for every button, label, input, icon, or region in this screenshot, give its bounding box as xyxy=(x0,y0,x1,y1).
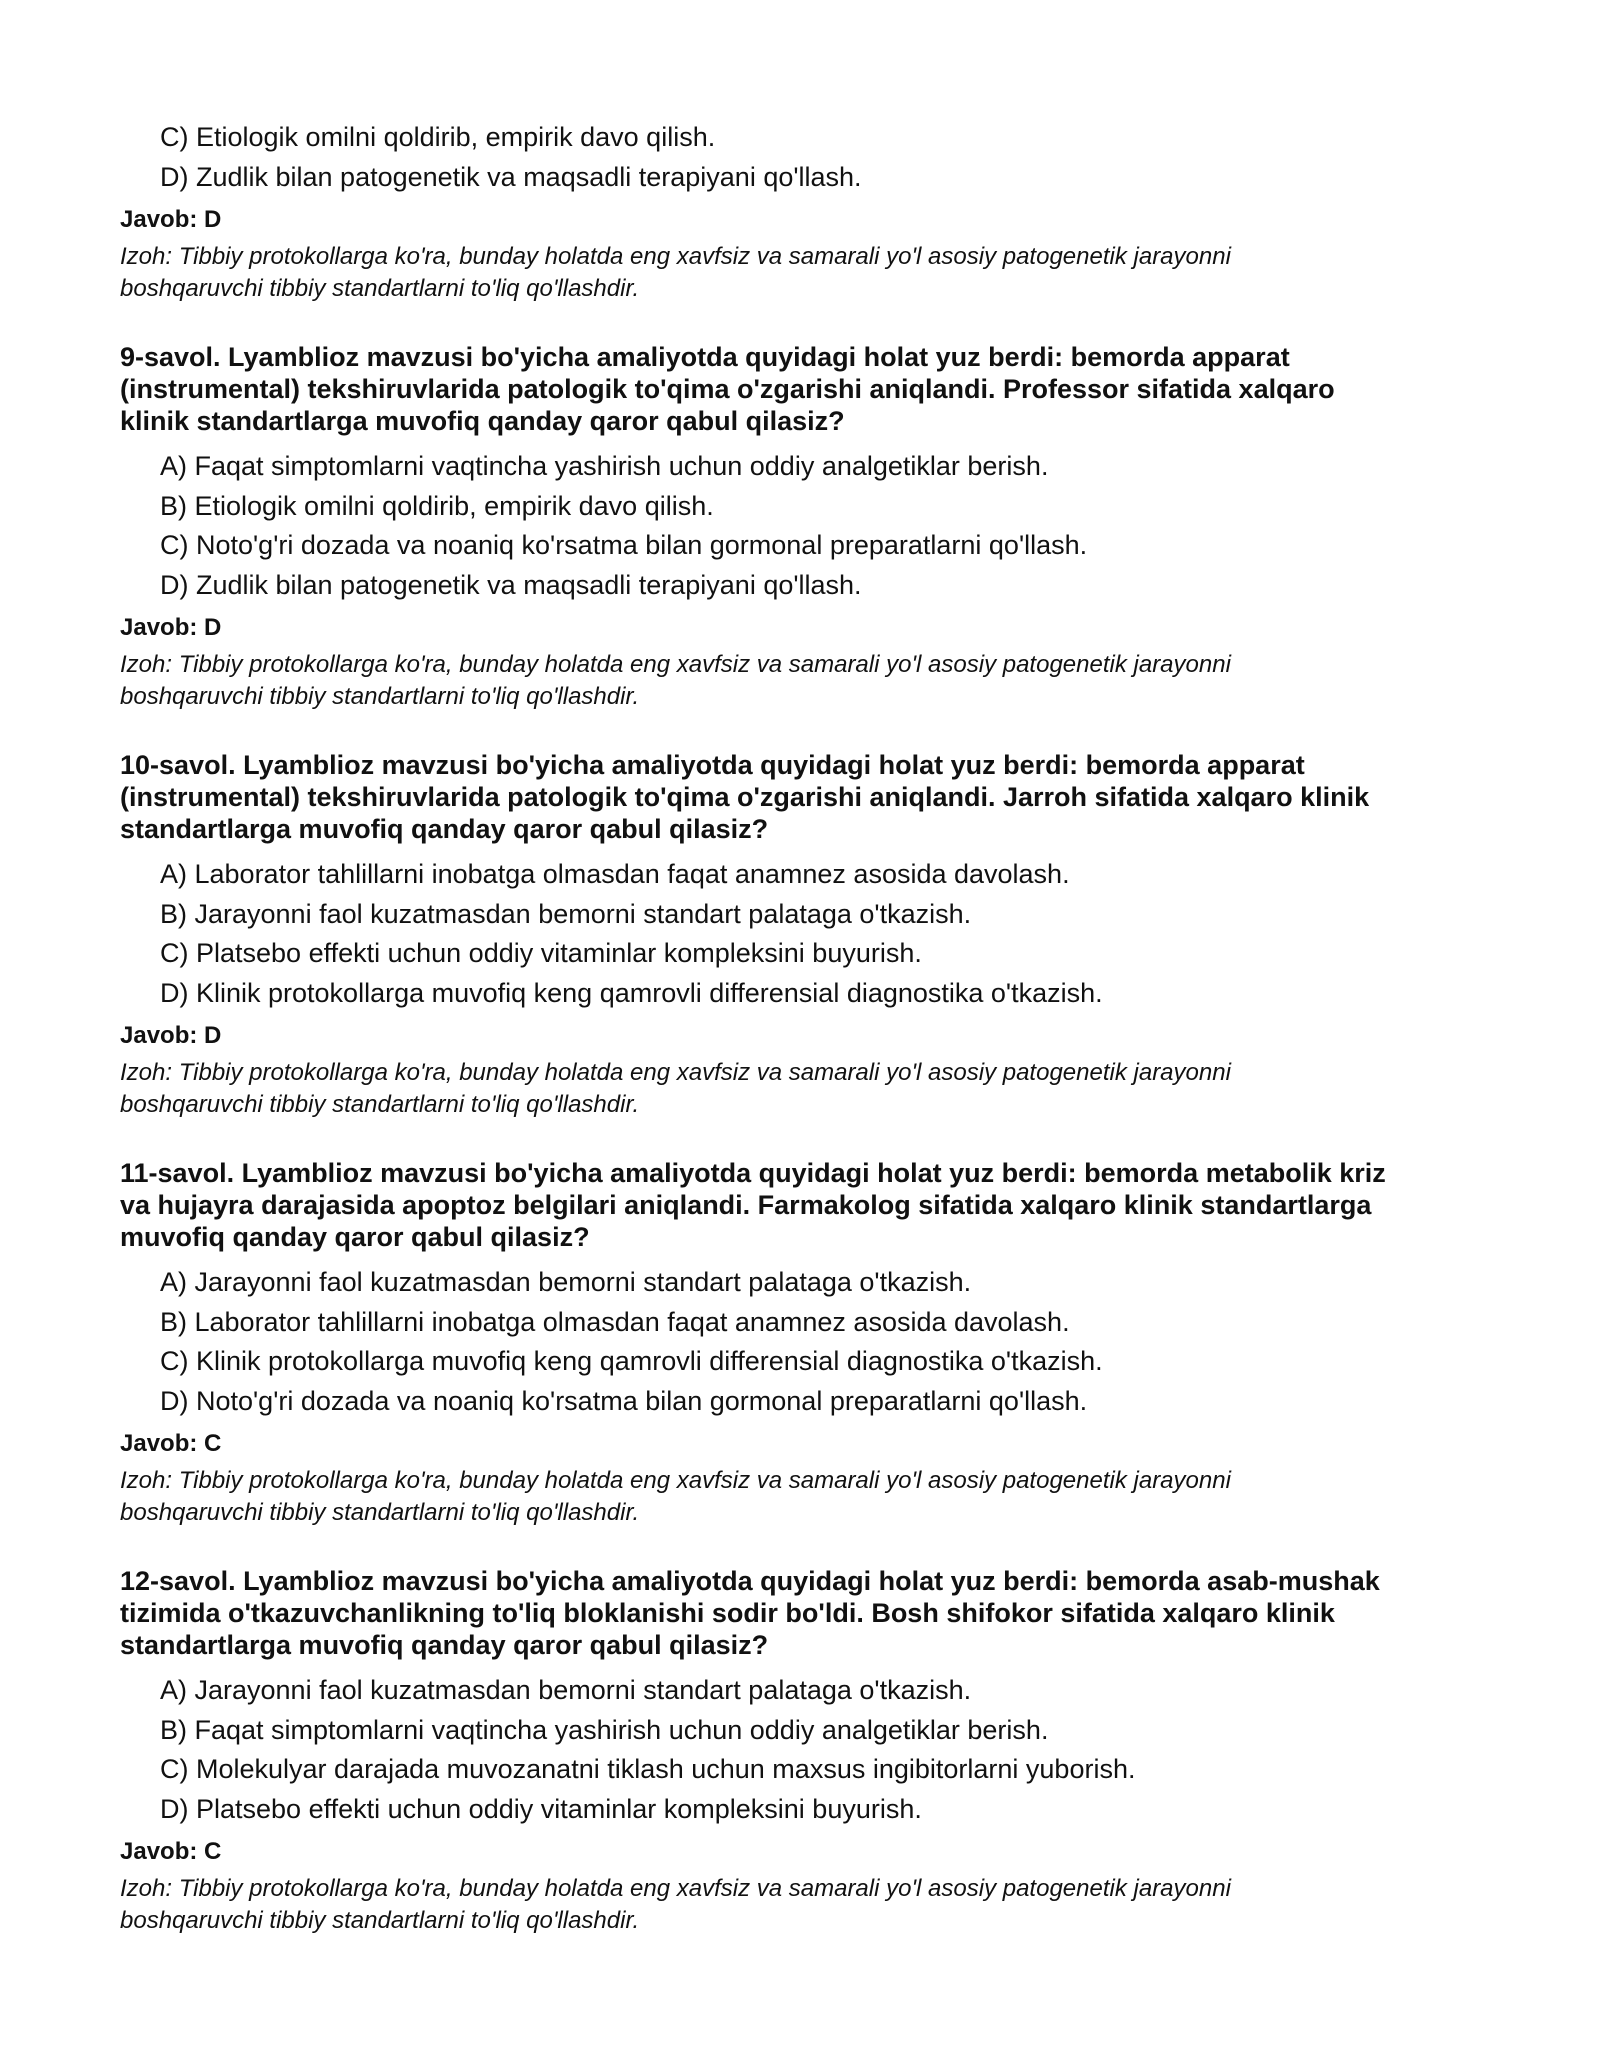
question-line: standartlarga muvofiq qanday qaror qabul qilasiz? xyxy=(120,1630,769,1660)
option-d: D) Zudlik bilan patogenetik va maqsadli terapiyani qo'llash. xyxy=(160,161,862,192)
explanation-line: boshqaruvchi tibbiy standartlarni to'liq qo'llashdir. xyxy=(120,1091,640,1118)
option-c: C) Etiologik omilni qoldirib, empirik davo qilish. xyxy=(160,122,716,152)
explanation-line: Izoh: Tibbiy protokollarga ko'ra, bunday holatda eng xavfsiz va samarali yo'l asosiy patogenetik jarayonni xyxy=(120,1059,1231,1086)
explanation-note xyxy=(120,1465,1500,1529)
option-a: A) Jarayonni faol kuzatmasdan bemorni standart palataga o'tkazish. xyxy=(160,1675,972,1705)
question-line: 12-savol. Lyamblioz mavzusi bo'yicha amaliyotda quyidagi holat yuz berdi: bemorda asab-mushak xyxy=(120,1566,1380,1596)
option-a: A) Faqat simptomlarni vaqtincha yashirish uchun oddiy analgetiklar berish. xyxy=(160,451,1049,481)
options-list xyxy=(120,447,1500,605)
answer-label: Javob: C xyxy=(120,1430,222,1457)
explanation-line: Izoh: Tibbiy protokollarga ko'ra, bunday holatda eng xavfsiz va samarali yo'l asosiy patogenetik jarayonni xyxy=(120,1875,1231,1902)
question-line: tizimida o'tkazuvchanlikning to'liq bloklanishi sodir bo'ldi. Bosh shifokor sifatida xalqaro klinik xyxy=(120,1598,1335,1628)
question-text xyxy=(120,1565,1500,1661)
option-d: D) Platsebo effekti uchun oddiy vitaminlar kompleksini buyurish. xyxy=(160,1793,922,1824)
option-c: C) Platsebo effekti uchun oddiy vitaminlar kompleksini buyurish. xyxy=(160,938,922,968)
explanation-note xyxy=(120,649,1500,713)
question-line: 9-savol. Lyamblioz mavzusi bo'yicha amaliyotda quyidagi holat yuz berdi: bemorda apparat xyxy=(120,342,1290,372)
question-line: (instrumental) tekshiruvlarida patologik to'qima o'zgarishi aniqlandi. Professor sifatida xalqaro xyxy=(120,374,1335,404)
question-line: standartlarga muvofiq qanday qaror qabul qilasiz? xyxy=(120,814,769,844)
answer-label: Javob: D xyxy=(120,614,222,641)
options-list xyxy=(120,1671,1500,1829)
explanation-line: Izoh: Tibbiy protokollarga ko'ra, bunday holatda eng xavfsiz va samarali yo'l asosiy patogenetik jarayonni xyxy=(120,1467,1231,1494)
answer-label: Javob: D xyxy=(120,1022,222,1049)
explanation-note xyxy=(120,1873,1500,1937)
explanation-line: boshqaruvchi tibbiy standartlarni to'liq qo'llashdir. xyxy=(120,1907,640,1934)
document-page xyxy=(120,118,1500,1937)
option-b: B) Etiologik omilni qoldirib, empirik davo qilish. xyxy=(160,490,714,521)
explanation-line: boshqaruvchi tibbiy standartlarni to'liq qo'llashdir. xyxy=(120,1499,640,1526)
options-list xyxy=(120,1263,1500,1421)
question-block-11 xyxy=(120,1157,1500,1529)
explanation-line: boshqaruvchi tibbiy standartlarni to'liq qo'llashdir. xyxy=(120,683,640,710)
question-line: muvofiq qanday qaror qabul qilasiz? xyxy=(120,1222,590,1252)
question-line: va hujayra darajasida apoptoz belgilari aniqlandi. Farmakolog sifatida xalqaro klinik standartlarga xyxy=(120,1190,1372,1220)
explanation-line: Izoh: Tibbiy protokollarga ko'ra, bunday holatda eng xavfsiz va samarali yo'l asosiy patogenetik jarayonni xyxy=(120,651,1231,678)
question-line: 10-savol. Lyamblioz mavzusi bo'yicha amaliyotda quyidagi holat yuz berdi: bemorda apparat xyxy=(120,750,1305,780)
option-c: C) Molekulyar darajada muvozanatni tiklash uchun maxsus ingibitorlarni yuborish. xyxy=(160,1754,1136,1784)
question-block-12 xyxy=(120,1565,1500,1937)
option-b: B) Laborator tahlillarni inobatga olmasdan faqat anamnez asosida davolash. xyxy=(160,1306,1070,1337)
question-line: klinik standartlarga muvofiq qanday qaror qabul qilasiz? xyxy=(120,406,845,436)
option-a: A) Jarayonni faol kuzatmasdan bemorni standart palataga o'tkazish. xyxy=(160,1267,972,1297)
question-line: 11-savol. Lyamblioz mavzusi bo'yicha amaliyotda quyidagi holat yuz berdi: bemorda metabolik kriz xyxy=(120,1158,1386,1188)
question-line: (instrumental) tekshiruvlarida patologik to'qima o'zgarishi aniqlandi. Jarroh sifatida xalqaro klinik xyxy=(120,782,1370,812)
answer-label: Javob: D xyxy=(120,206,222,233)
option-d: D) Zudlik bilan patogenetik va maqsadli terapiyani qo'llash. xyxy=(160,569,862,600)
option-d: D) Noto'g'ri dozada va noaniq ko'rsatma bilan gormonal preparatlarni qo'llash. xyxy=(160,1385,1088,1416)
explanation-line: boshqaruvchi tibbiy standartlarni to'liq qo'llashdir. xyxy=(120,275,640,302)
option-c: C) Klinik protokollarga muvofiq keng qamrovli differensial diagnostika o'tkazish. xyxy=(160,1346,1103,1376)
question-text xyxy=(120,749,1500,845)
question-block-9 xyxy=(120,341,1500,713)
answer-label: Javob: C xyxy=(120,1838,222,1865)
question-block-10 xyxy=(120,749,1500,1121)
question-text xyxy=(120,341,1500,437)
options-list xyxy=(120,118,1500,197)
option-c: C) Noto'g'ri dozada va noaniq ko'rsatma bilan gormonal preparatlarni qo'llash. xyxy=(160,530,1088,560)
options-list xyxy=(120,855,1500,1013)
explanation-line: Izoh: Tibbiy protokollarga ko'ra, bunday holatda eng xavfsiz va samarali yo'l asosiy patogenetik jarayonni xyxy=(120,243,1231,270)
option-b: B) Faqat simptomlarni vaqtincha yashirish uchun oddiy analgetiklar berish. xyxy=(160,1714,1049,1745)
option-d: D) Klinik protokollarga muvofiq keng qamrovli differensial diagnostika o'tkazish. xyxy=(160,977,1103,1008)
question-block-8-continued xyxy=(120,118,1500,305)
explanation-note xyxy=(120,1057,1500,1121)
option-b: B) Jarayonni faol kuzatmasdan bemorni standart palataga o'tkazish. xyxy=(160,898,972,929)
question-text xyxy=(120,1157,1500,1253)
explanation-note xyxy=(120,241,1500,305)
option-a: A) Laborator tahlillarni inobatga olmasdan faqat anamnez asosida davolash. xyxy=(160,859,1070,889)
